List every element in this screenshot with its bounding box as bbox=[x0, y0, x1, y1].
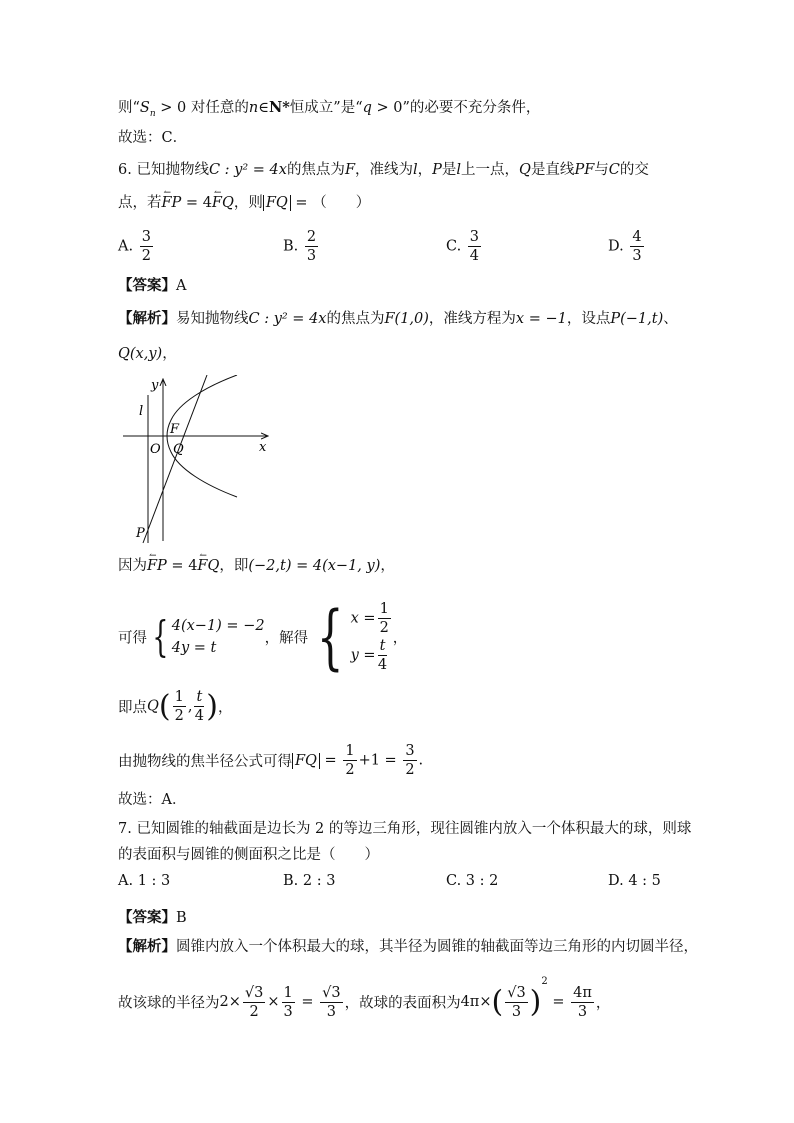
math-PF: PF bbox=[574, 162, 595, 178]
text: > 0 对任意的 bbox=[155, 100, 249, 116]
step-system bbox=[118, 596, 408, 678]
vector-FQ: ↼ FQ bbox=[212, 193, 234, 213]
vector-FP: ↼ FP bbox=[147, 556, 167, 576]
math-eq: (−2,t) = 4(x−1, y) bbox=[248, 558, 381, 574]
num: 3 bbox=[141, 229, 151, 245]
fraction bbox=[282, 984, 295, 1021]
text: 即点 bbox=[118, 700, 147, 716]
text: ，设点 bbox=[566, 311, 611, 327]
fraction bbox=[173, 688, 186, 725]
choose-a-line bbox=[118, 790, 186, 810]
option-6-c[interactable] bbox=[446, 228, 483, 265]
analysis-6-line1 bbox=[118, 309, 678, 329]
question-7-line2 bbox=[118, 845, 379, 865]
option-text: 1 : 3 bbox=[137, 873, 171, 889]
answer-label: 【答案】 bbox=[118, 277, 176, 294]
math-sn: S bbox=[139, 100, 150, 116]
text: 点，若 bbox=[118, 195, 162, 211]
den: 4 bbox=[194, 708, 204, 724]
fraction bbox=[305, 228, 318, 265]
math-eq: C : y² = 4x bbox=[208, 162, 287, 178]
text: ， bbox=[417, 162, 433, 178]
math-Q: Q bbox=[519, 162, 531, 178]
question-7-line1 bbox=[118, 819, 691, 839]
equation: 4(x−1) = −2 bbox=[171, 618, 265, 634]
sn-condition-line: 则“$S_n > 0$ 对任意的n∈N*恒成立”是“q > 0”的必要不充分条件， bbox=[118, 99, 541, 119]
label-l: l bbox=[139, 404, 144, 419]
num: √3 bbox=[244, 984, 264, 1001]
text: 与 bbox=[594, 162, 609, 178]
step-focal-radius bbox=[118, 742, 423, 779]
text: = 4 bbox=[166, 558, 198, 574]
answer-value: B bbox=[176, 910, 187, 926]
text: ，解得 bbox=[264, 630, 309, 647]
num: 3 bbox=[469, 229, 480, 245]
math-Q: Q bbox=[147, 698, 159, 715]
option-label: B. bbox=[283, 238, 299, 255]
text: 可得 bbox=[118, 630, 147, 647]
math-x: x = −1 bbox=[515, 311, 567, 327]
text: 6. 已知抛物线 bbox=[118, 162, 209, 178]
den: 2 bbox=[174, 708, 184, 724]
parabola-figure bbox=[115, 375, 275, 545]
text: 圆锥内放入一个体积最大的球，其半径为圆锥的轴截面等边三角形的内切圆半径， bbox=[176, 939, 698, 955]
num: t bbox=[379, 638, 386, 654]
answer-6 bbox=[118, 276, 186, 296]
text: = 4 bbox=[181, 195, 212, 211]
abs-FQ: FQ bbox=[263, 195, 291, 211]
text: 7. 已知圆锥的轴截面是边长为 2 的等边三角形，现往圆锥内放入一个体积最大的球，则球 bbox=[118, 821, 692, 837]
analysis-7-line1 bbox=[118, 937, 698, 957]
den: 2 bbox=[405, 762, 415, 778]
label-y: y bbox=[151, 378, 159, 393]
question-6-line1 bbox=[118, 160, 649, 180]
math-Q: Q(x,y) bbox=[118, 346, 163, 362]
text: ∈ bbox=[258, 100, 269, 116]
fraction bbox=[378, 600, 391, 637]
text: ， bbox=[392, 630, 408, 647]
den: 2 bbox=[141, 248, 151, 264]
den: 2 bbox=[249, 1003, 259, 1020]
text: 上一点， bbox=[461, 162, 520, 178]
text: 的表面积与圆锥的侧面积之比是（ ） bbox=[118, 847, 379, 863]
text: 恒成立”是“ bbox=[289, 100, 363, 116]
text: 、 bbox=[663, 311, 678, 327]
text: ，则 bbox=[233, 195, 263, 211]
text: 的焦点为 bbox=[286, 162, 345, 178]
step-vector-eq bbox=[118, 556, 395, 576]
option-text: 4 : 5 bbox=[628, 873, 661, 889]
math-n: n bbox=[248, 100, 259, 116]
math-P: P bbox=[432, 162, 442, 178]
paren: ( bbox=[491, 984, 504, 1020]
fraction bbox=[630, 228, 643, 265]
exponent: 2 bbox=[541, 976, 548, 987]
math-l: l bbox=[456, 162, 462, 178]
text: . bbox=[418, 752, 424, 769]
den: 3 bbox=[283, 1003, 293, 1020]
den: 4 bbox=[377, 657, 388, 673]
fraction bbox=[194, 688, 204, 725]
option-label: D. bbox=[608, 873, 624, 889]
option-text: 3 : 2 bbox=[465, 873, 499, 889]
fraction bbox=[403, 742, 416, 779]
text: 易知抛物线 bbox=[176, 311, 249, 327]
left-brace: { bbox=[152, 612, 169, 661]
fraction bbox=[505, 984, 527, 1021]
math-C: C bbox=[608, 162, 620, 178]
analysis-label: 【解析】 bbox=[118, 938, 176, 955]
paren: ) bbox=[529, 984, 542, 1020]
math: = bbox=[547, 994, 570, 1010]
option-text: 2 : 3 bbox=[302, 873, 336, 889]
math-N: N* bbox=[268, 99, 290, 116]
paren: ( bbox=[158, 689, 171, 724]
option-6-b[interactable] bbox=[283, 228, 320, 265]
text: +1 = bbox=[358, 752, 402, 769]
vector-FP: ↼ FP bbox=[162, 193, 182, 213]
option-label: A. bbox=[118, 873, 134, 889]
den: 2 bbox=[345, 762, 355, 778]
text: ， bbox=[218, 700, 233, 716]
num: 1 bbox=[345, 743, 355, 759]
den: 3 bbox=[326, 1003, 336, 1020]
step-point-q: 即点Q( $\frac{1}{2}$ , $\frac{t}{4}$ )， bbox=[118, 689, 233, 724]
answer-7 bbox=[118, 908, 187, 928]
fraction bbox=[140, 228, 153, 265]
math: 4π× bbox=[460, 994, 492, 1010]
fraction bbox=[320, 984, 342, 1021]
den: 3 bbox=[511, 1003, 522, 1020]
text: 则“ bbox=[118, 100, 140, 116]
num: 1 bbox=[379, 601, 389, 617]
den: 3 bbox=[577, 1003, 588, 1020]
math-F: F bbox=[344, 162, 355, 178]
paren: ) bbox=[206, 689, 218, 724]
fraction bbox=[378, 637, 388, 674]
math-eq: C : y² = 4x bbox=[248, 311, 327, 327]
num: t bbox=[196, 689, 203, 705]
label-F: F bbox=[170, 422, 180, 437]
text: = （ ） bbox=[290, 195, 371, 211]
choose-c-line bbox=[118, 128, 187, 148]
text: ，准线为 bbox=[355, 162, 413, 178]
fraction bbox=[243, 984, 265, 1021]
num: √3 bbox=[507, 984, 526, 1001]
answer-value: A bbox=[176, 278, 187, 294]
option-6-a[interactable] bbox=[118, 228, 155, 265]
option-7-c[interactable] bbox=[446, 873, 498, 889]
math: = bbox=[296, 994, 319, 1010]
text: 是直线 bbox=[530, 162, 575, 178]
answer-label: 【答案】 bbox=[118, 909, 176, 926]
num: √3 bbox=[322, 984, 341, 1001]
label-x: x bbox=[259, 440, 267, 455]
den: 3 bbox=[306, 248, 317, 264]
num: 4 bbox=[632, 229, 642, 245]
num: 4π bbox=[573, 984, 592, 1001]
num: 3 bbox=[405, 743, 415, 759]
option-label: B. bbox=[283, 873, 299, 889]
line-PF bbox=[143, 375, 207, 543]
math-y: y = bbox=[350, 647, 376, 664]
label-O: O bbox=[150, 442, 161, 457]
math-P: P(−1,t) bbox=[610, 311, 664, 327]
fraction bbox=[468, 228, 481, 265]
text: 故该球的半径为 bbox=[118, 995, 220, 1012]
math-F: F(1,0) bbox=[384, 311, 429, 327]
option-7-b[interactable] bbox=[283, 873, 335, 889]
question-6-line2 bbox=[118, 193, 370, 213]
math-q: q bbox=[362, 100, 372, 116]
analysis-7-line2 bbox=[118, 976, 610, 1021]
text: 的交 bbox=[619, 162, 649, 178]
option-7-d[interactable] bbox=[608, 873, 661, 889]
option-7-a[interactable] bbox=[118, 873, 170, 889]
analysis-6-line2 bbox=[118, 344, 177, 364]
option-6-d[interactable] bbox=[608, 228, 646, 265]
den: 3 bbox=[632, 248, 642, 264]
analysis-label: 【解析】 bbox=[118, 310, 176, 327]
equation: 4y = t bbox=[171, 640, 217, 656]
option-label: D. bbox=[608, 238, 624, 255]
text: 的焦点为 bbox=[326, 311, 385, 327]
fraction bbox=[571, 984, 594, 1021]
vector-FQ: ↼ FQ bbox=[197, 556, 219, 576]
text: 由抛物线的焦半径公式可得 bbox=[118, 754, 292, 770]
system-equations bbox=[172, 615, 265, 659]
math-x: x = bbox=[350, 610, 376, 627]
text: 故选：C． bbox=[118, 130, 188, 146]
num: 1 bbox=[174, 689, 184, 705]
text: ， bbox=[162, 346, 177, 362]
math: × bbox=[267, 994, 280, 1010]
num: 1 bbox=[283, 984, 293, 1001]
solution bbox=[351, 600, 393, 674]
label-Q: Q bbox=[173, 442, 184, 457]
option-label: A. bbox=[118, 238, 134, 255]
num: 2 bbox=[306, 229, 317, 245]
label-P: P bbox=[136, 526, 145, 541]
text: = bbox=[319, 752, 342, 769]
den: 2 bbox=[379, 620, 389, 636]
text: ， bbox=[380, 558, 395, 574]
option-label: C. bbox=[446, 873, 462, 889]
text: 因为 bbox=[118, 558, 147, 574]
left-brace: { bbox=[316, 596, 344, 678]
text: ，准线方程为 bbox=[428, 311, 516, 327]
abs-FQ: FQ bbox=[292, 753, 320, 769]
text: > 0”的必要不充分条件， bbox=[371, 100, 541, 116]
text: 故选：A． bbox=[118, 792, 187, 808]
text: ，故球的表面积为 bbox=[344, 995, 461, 1012]
den: 4 bbox=[469, 248, 480, 264]
math-l: l bbox=[413, 162, 418, 178]
text: ，即 bbox=[219, 558, 249, 574]
text: ， bbox=[595, 995, 611, 1012]
fraction bbox=[343, 742, 356, 779]
option-label: C. bbox=[446, 238, 462, 255]
math: 2× bbox=[219, 994, 241, 1010]
text: 是 bbox=[441, 162, 457, 178]
